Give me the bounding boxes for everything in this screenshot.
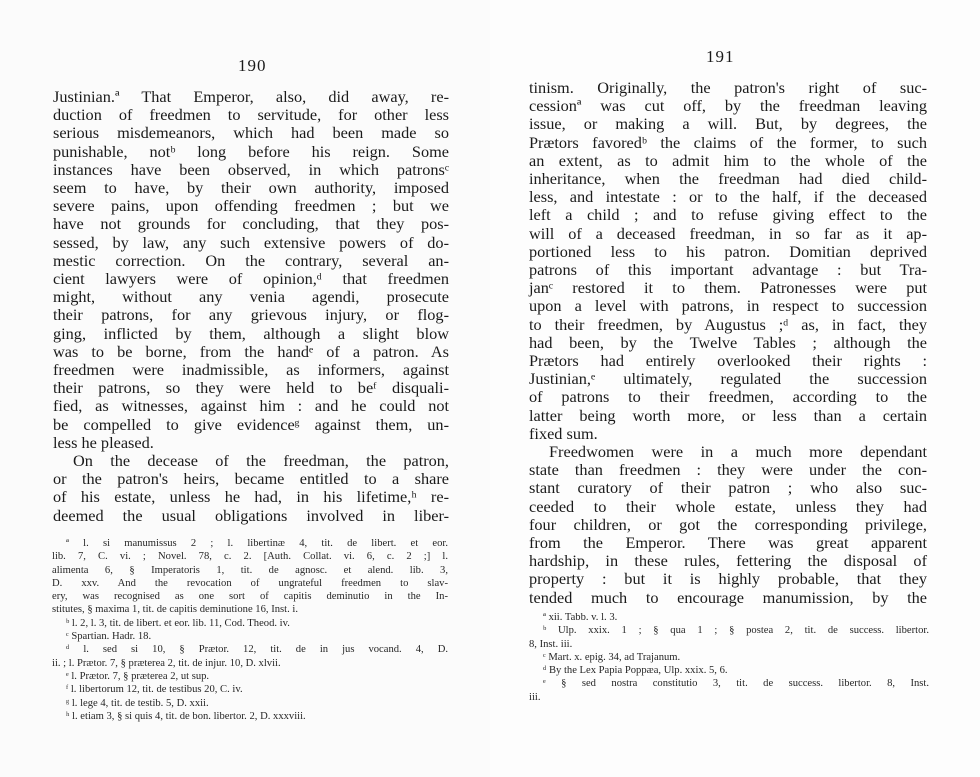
body-line: or the patron's heirs, became entitled to a share <box>53 469 449 489</box>
body-line: four children, or got the corresponding privilege, <box>529 514 927 534</box>
body-line: Justinian.ª That Emperor, also, did away, re- <box>53 87 449 106</box>
body-line: have not grounds for concluding, that they pos- <box>53 214 449 234</box>
body-line: ging, inflicted by them, although a slight blow <box>53 323 449 343</box>
body-line: stant curatory of their patron ; who also suc- <box>529 478 927 498</box>
footnotes <box>52 537 448 723</box>
body-line: had been, by the Twelve Tables ; although the <box>529 332 927 352</box>
body-line: to their freedmen, by Augustus ;ᵈ as, in fact, they <box>529 314 927 334</box>
body-line: patrons of this important advantage : but Tra- <box>529 260 927 280</box>
footnotes <box>529 611 929 704</box>
body-line: tinism. Originally, the patron's right of suc- <box>529 78 927 97</box>
body-text <box>53 88 449 525</box>
page-number: 191 <box>706 47 735 66</box>
footnote-line: ᵉ § sed nostra constitutio 3, tit. de success. libertor. 8, Inst. <box>543 678 929 690</box>
body-line: tended much to encourage manumission, by the <box>529 587 927 607</box>
body-line: serious misdemeanors, which had been made so <box>53 123 449 143</box>
footnote-line: ᵉ l. Prætor. 7, § præterea 2, ut sup. <box>66 670 210 682</box>
body-line: of patrons to their freedmen, according to the <box>529 387 927 407</box>
footnote-line: ª l. si manumissus 2 ; l. libertinæ 4, tit. de libert. et eor. <box>66 538 448 549</box>
body-line: latter being worth more, or less than a certain <box>529 405 927 425</box>
body-line: will of a deceased freedman, in so far as it ap- <box>529 223 927 243</box>
footnote-line: ᵈ By the Lex Papia Poppæa, Ulp. xxix. 5, 6. <box>543 665 728 677</box>
body-line: janᶜ restored it to them. Patronesses were put <box>529 278 927 298</box>
body-line: from the Emperor. There was great apparent <box>529 533 927 553</box>
body-line: cient lawyers were of opinion,ᵈ that freedmen <box>53 269 449 289</box>
body-line: property : but it is highly probable, that they <box>529 569 927 589</box>
body-line: their patrons, so they were held to beᶠ disquali- <box>53 378 449 398</box>
body-line: left a child ; and to refuse giving effect to the <box>529 205 927 225</box>
footnote-line: D. xxv. And the revocation of ungrateful freedmen to slav- <box>52 577 448 589</box>
body-line: Freedwomen were in a much more dependant <box>549 442 927 462</box>
footnote-line: lib. 7, C. vi. ; Novel. 78, c. 2. [Auth. Collat. vi. 6, c. 2 ;] l. <box>52 551 448 563</box>
footnote-line: 8, Inst. iii. <box>529 638 573 650</box>
body-line: duction of freedmen to servitude, for other less <box>53 105 449 125</box>
footnote-line: ᶠ l. libertorum 12, tit. de testibus 20, C. iv. <box>66 684 243 696</box>
body-line: hardship, in these rules, fettering the disposal of <box>529 551 927 571</box>
body-line: Prætors had entirely overlooked their rights : <box>529 351 927 371</box>
body-line: issue, or making a will. But, by degrees, the <box>529 114 927 134</box>
footnote-line: ª xii. Tabb. v. l. 3. <box>543 612 618 623</box>
body-line: of his estate, unless he had, in his lifetime,ʰ re- <box>53 487 449 507</box>
body-line: seem to have, by their own authority, imposed <box>53 178 449 198</box>
body-line: sessed, by law, any such extensive powers of do- <box>53 232 449 252</box>
body-line: be compelled to give evidenceᵍ against them, un- <box>53 414 449 434</box>
footnote-line: ᵍ l. lege 4, tit. de testib. 5, D. xxii. <box>66 697 209 709</box>
body-line: Prætors favoredᵇ the claims of the former, to such <box>529 132 927 152</box>
body-line: freedmen were inadmissible, as informers, against <box>53 360 449 380</box>
body-line: less he pleased. <box>53 432 154 452</box>
footnote-line: ᶜ Mart. x. epig. 34, ad Trajanum. <box>543 651 681 663</box>
body-line: their patrons, for any grievous injury, or flog- <box>53 305 449 325</box>
footnote-line: stitutes, § maxima 1, tit. de capitis deminutione 16, Inst. i. <box>52 604 298 616</box>
body-line: deemed the usual obligations involved in liber- <box>53 505 449 525</box>
body-line: punishable, notᵇ long before his reign. Some <box>53 141 449 161</box>
footnote-line: alimenta 6, § Imperatoris 1, tit. de agnosc. et alend. lib. 3, <box>52 564 448 576</box>
body-line: was to be borne, from the handᵉ of a patron. As <box>53 341 449 361</box>
body-line: ceeded to their whole estate, unless they had <box>529 496 927 516</box>
body-line: severe pains, upon offending freedmen ; but we <box>53 196 449 216</box>
footnote-line: ᵈ l. sed si 10, § Prætor. 12, tit. de in jus vocand. 4, D. <box>66 644 448 656</box>
body-line: fied, as witnesses, against him : and he could not <box>53 396 449 416</box>
body-text <box>529 79 927 607</box>
body-line: mestic correction. On the contrary, several an- <box>53 250 449 270</box>
body-line: On the decease of the freedman, the patron, <box>73 451 449 471</box>
footnote-line: ᵇ l. 2, l. 3, tit. de libert. et eor. lib. 11, Cod. Theod. iv. <box>66 617 290 629</box>
footnote-line: ᶜ Spartian. Hadr. 18. <box>66 631 152 643</box>
footnote-line: ʰ l. etiam 3, § si quis 4, tit. de bon. libertor. 2, D. xxxviii. <box>66 710 306 722</box>
body-line: instances have been observed, in which patronsᶜ <box>53 159 449 179</box>
body-line: less, and intestate : or to the half, if the deceased <box>529 187 927 207</box>
footnote-line: ii. ; l. Prætor. 7, § præterea 2, tit. de injur. 10, D. xlvii. <box>52 657 281 669</box>
body-line: might, without any venia agendi, prosecute <box>53 287 449 307</box>
body-line: inheritance, when the freedman had died child- <box>529 169 927 189</box>
body-line: portioned less to his patron. Domitian deprived <box>529 241 927 261</box>
body-line: state than freedmen : they were under the con- <box>529 460 927 480</box>
page-number: 190 <box>238 56 267 75</box>
right-page <box>490 0 980 777</box>
body-line: cessionª was cut off, by the freedman leaving <box>529 96 927 116</box>
footnote-line: ery, was recognised as one sort of capitis deminutio in the In- <box>52 591 448 603</box>
footnote-line: ᵇ Ulp. xxix. 1 ; § qua 1 ; § postea 2, tit. de success. libertor. <box>543 625 929 637</box>
body-line: upon a level with patrons, in respect to succession <box>529 296 927 316</box>
body-line: Justinian,ᵉ ultimately, regulated the succession <box>529 369 927 389</box>
footnote-line: iii. <box>529 691 541 703</box>
body-line: an extent, as to admit him to the whole of the <box>529 150 927 170</box>
body-line: fixed sum. <box>529 423 598 443</box>
